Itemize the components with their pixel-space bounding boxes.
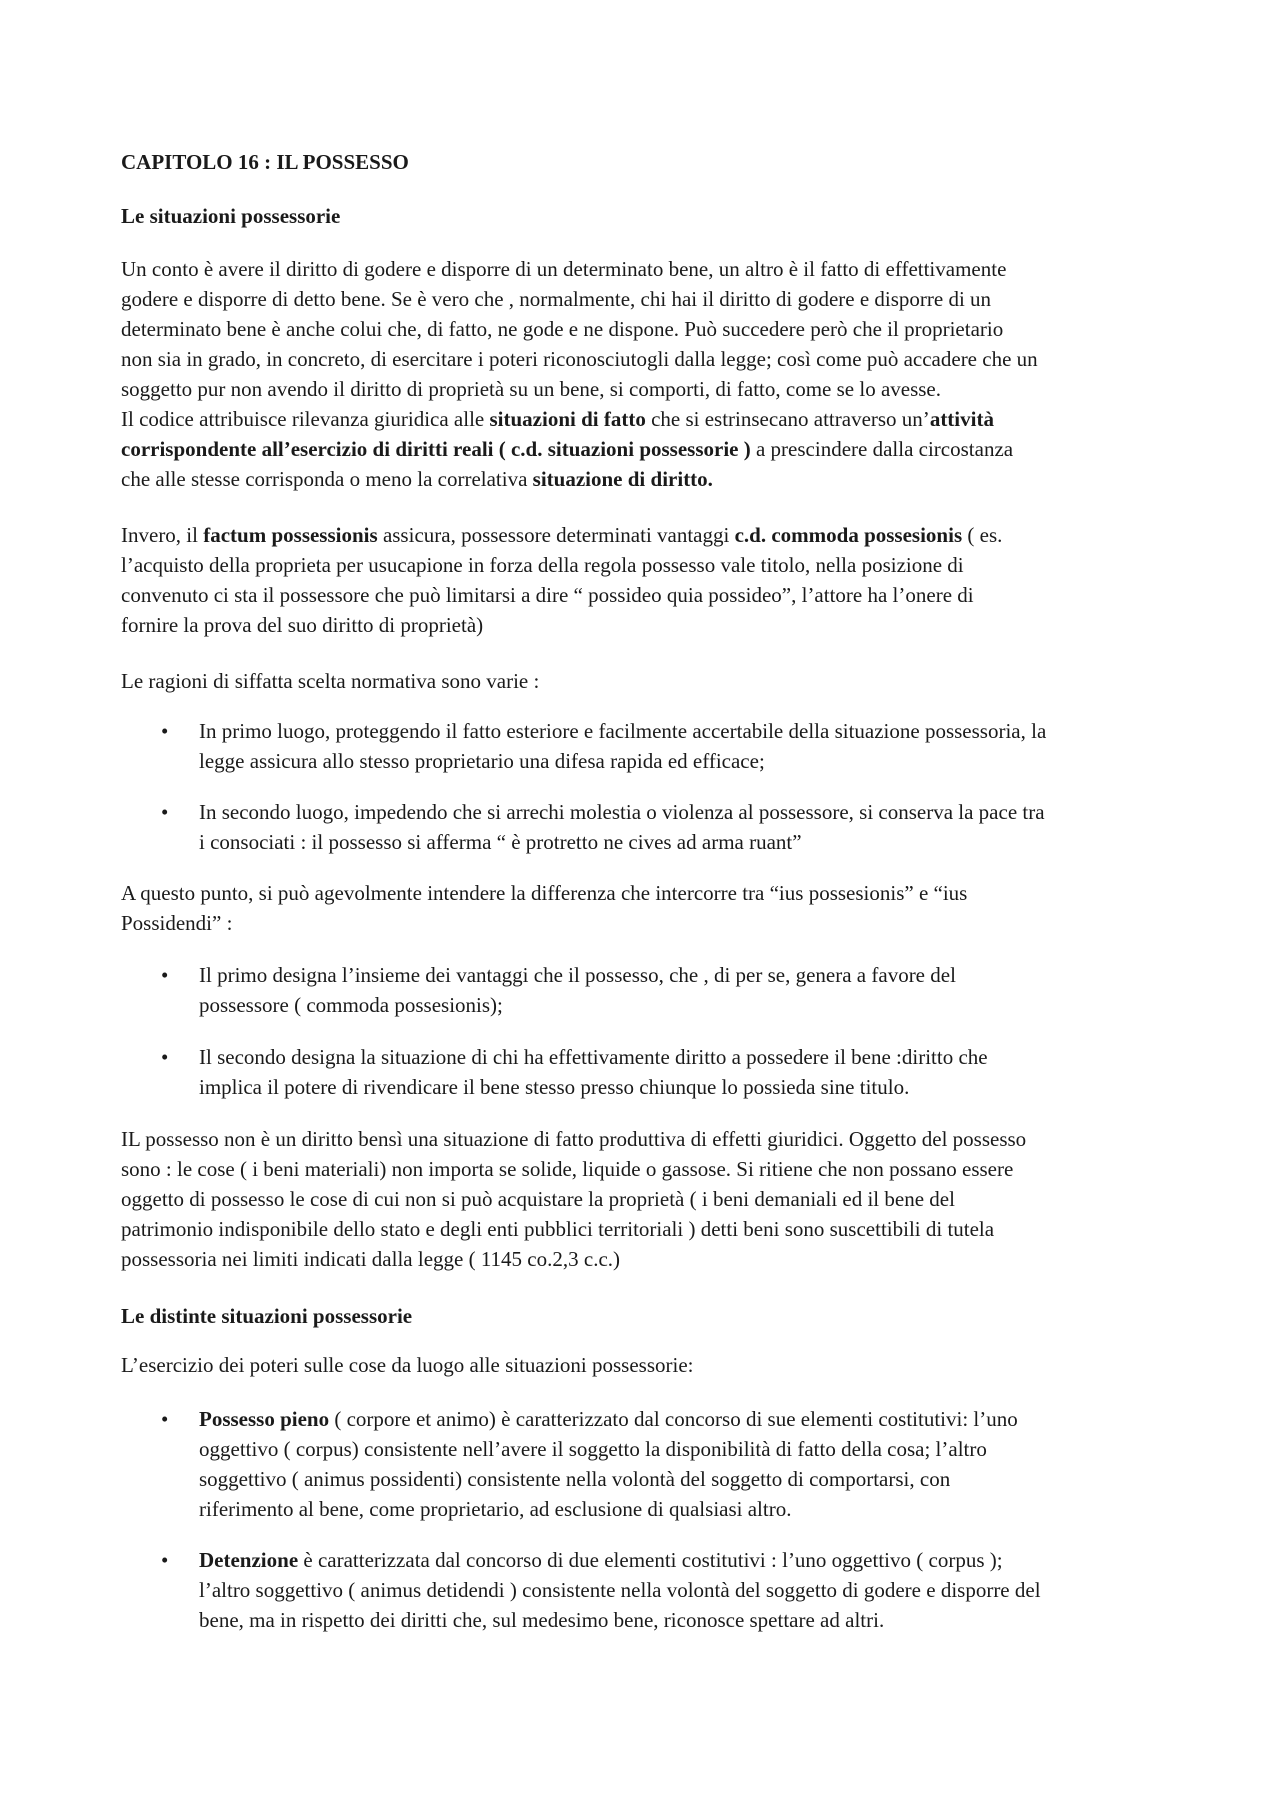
list-item — [121, 716, 1171, 776]
paragraph-line: determinato bene è anche colui che, di fatto, ne gode e ne dispone. Può succedere però che il proprietario — [121, 317, 1004, 341]
bold-term: factum possessionis — [203, 523, 378, 547]
paragraph-line: fornire la prova del suo diritto di proprietà) — [121, 613, 484, 637]
bullet-icon: • — [161, 800, 169, 824]
paragraph-differenza — [121, 878, 1171, 938]
paragraph-line: possessoria nei limiti indicati dalla legge ( 1145 co.2,3 c.c.) — [121, 1247, 621, 1271]
text-run: a prescindere dalla circostanza — [750, 437, 1014, 461]
list-item — [121, 960, 1171, 1020]
paragraph-line: oggetto di possesso le cose di cui non si può acquistare la proprietà ( i beni demaniali ed il bene del — [121, 1187, 955, 1211]
list-item-line: possessore ( commoda possesionis); — [199, 993, 503, 1017]
section-heading-distinte: Le distinte situazioni possessorie — [121, 1304, 413, 1328]
paragraph-line: Un conto è avere il diritto di godere e disporre di un determinato bene, un altro è il fatto di effettivamente — [121, 257, 1007, 281]
list-item-line: Il secondo designa la situazione di chi ha effettivamente diritto a possedere il bene :diritto che — [199, 1045, 988, 1069]
section-heading-situazioni: Le situazioni possessorie — [121, 204, 341, 228]
list-item — [121, 1042, 1171, 1102]
bold-term: situazioni di fatto — [489, 407, 646, 431]
paragraph-line: Possidendi” : — [121, 911, 233, 935]
text-run: ( es. — [962, 523, 1003, 547]
list-item — [121, 797, 1171, 857]
list-item — [121, 1404, 1171, 1524]
chapter-title: CAPITOLO 16 : IL POSSESSO — [121, 150, 409, 174]
list-item — [121, 1545, 1171, 1635]
list-item-line: legge assicura allo stesso proprietario una difesa rapida ed efficace; — [199, 749, 765, 773]
list-item-line: i consociati : il possesso si afferma “ è protretto ne cives ad arma ruant” — [199, 830, 802, 854]
paragraph-line: convenuto ci sta il possessore che può limitarsi a dire “ possideo quia possideo”, l’attore ha l’onere di — [121, 583, 974, 607]
bullet-icon: • — [161, 719, 169, 743]
paragraph-line: patrimonio indisponibile dello stato e degli enti pubblici territoriali ) detti beni sono suscettibili di tutela — [121, 1217, 995, 1241]
bullet-icon: • — [161, 1548, 169, 1572]
list-item-line: bene, ma in rispetto dei diritti che, sul medesimo bene, riconosce spettare ad altri. — [199, 1608, 885, 1632]
paragraph-line: A questo punto, si può agevolmente intendere la differenza che intercorre tra “ius possesionis” e “ius — [121, 881, 968, 905]
text-run: Il codice attribuisce rilevanza giuridica alle — [121, 407, 490, 431]
bold-term: corrispondente all’esercizio di diritti reali ( c.d. situazioni possessorie ) — [121, 437, 751, 461]
list-item-line: è caratterizzata dal concorso di due elementi costitutivi : l’uno oggettivo ( corpus ); — [298, 1548, 1003, 1572]
text-run: che si estrinsecano attraverso un’ — [645, 407, 930, 431]
text-run: Invero, il — [121, 523, 204, 547]
list-item-line: riferimento al bene, come proprietario, ad esclusione di qualsiasi altro. — [199, 1497, 792, 1521]
bold-term: c.d. commoda possesionis — [734, 523, 963, 547]
paragraph-intro — [121, 254, 1171, 404]
bold-term: situazione di diritto. — [532, 467, 713, 491]
paragraph-line: IL possesso non è un diritto bensì una situazione di fatto produttiva di effetti giuridici. Oggetto del possesso — [121, 1127, 1027, 1151]
bullet-icon: • — [161, 1045, 169, 1069]
bullet-icon: • — [161, 1407, 169, 1431]
list-item-line: In secondo luogo, impedendo che si arrechi molestia o violenza al possessore, si conserva la pace tra — [199, 800, 1045, 824]
paragraph-esercizio: L’esercizio dei poteri sulle cose da luogo alle situazioni possessorie: — [121, 1353, 694, 1377]
text-run: assicura, possessore determinati vantaggi — [377, 523, 735, 547]
list-item-line: Il primo designa l’insieme dei vantaggi che il possesso, che , di per se, genera a favore del — [199, 963, 956, 987]
list-item-line: In primo luogo, proteggendo il fatto esteriore e facilmente accertabile della situazione possessoria, la — [199, 719, 1047, 743]
paragraph-line: soggetto pur non avendo il diritto di proprietà su un bene, si comporti, di fatto, come se lo avesse. — [121, 377, 941, 401]
paragraph-codice — [121, 404, 1171, 494]
text-run: che alle stesse corrisponda o meno la correlativa — [121, 467, 533, 491]
list-item-line: oggettivo ( corpus) consistente nell’avere il soggetto la disponibilità di fatto della cosa; l’altro — [199, 1437, 987, 1461]
paragraph-line: godere e disporre di detto bene. Se è vero che , normalmente, chi hai il diritto di godere e disporre di un — [121, 287, 992, 311]
paragraph-line: non sia in grado, in concreto, di esercitare i poteri riconosciutogli dalla legge; così come può accadere che un — [121, 347, 1038, 371]
paragraph-line: l’acquisto della proprieta per usucapione in forza della regola possesso vale titolo, nella posizione di — [121, 553, 964, 577]
list-item-line: ( corpore et animo) è caratterizzato dal concorso di sue elementi costitutivi: l’uno — [329, 1407, 1018, 1431]
bold-term: Possesso pieno — [199, 1407, 330, 1431]
bullet-icon: • — [161, 963, 169, 987]
list-item-line: implica il potere di rivendicare il bene stesso presso chiunque lo possieda sine titulo. — [199, 1075, 910, 1099]
paragraph-line: sono : le cose ( i beni materiali) non importa se solide, liquide o gassose. Si ritiene che non possano essere — [121, 1157, 1014, 1181]
bold-term: attività — [929, 407, 994, 431]
list-item-line: l’altro soggettivo ( animus detidendi ) consistente nella volontà del soggetto di godere e disporre del — [199, 1578, 1041, 1602]
paragraph-ragioni: Le ragioni di siffatta scelta normativa sono varie : — [121, 669, 540, 693]
bold-term: Detenzione — [199, 1548, 299, 1572]
list-item-line: soggettivo ( animus possidenti) consistente nella volontà del soggetto di comportarsi, con — [199, 1467, 951, 1491]
paragraph-possesso-oggetto — [121, 1124, 1171, 1274]
paragraph-factum — [121, 520, 1171, 640]
